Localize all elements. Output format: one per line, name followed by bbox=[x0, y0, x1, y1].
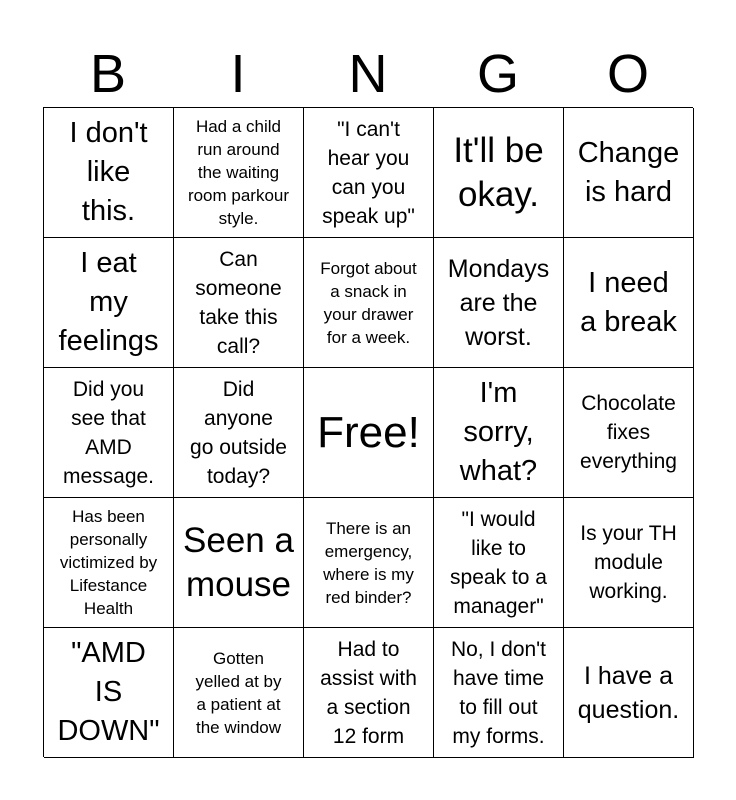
header-letter-o: O bbox=[606, 44, 649, 104]
header-letter-n: N bbox=[348, 44, 388, 104]
bingo-cell-r4-c4[interactable] bbox=[434, 498, 564, 628]
bingo-cell-text: Did you see that AMD message. bbox=[62, 377, 155, 488]
bingo-cell-r3-c2[interactable] bbox=[174, 368, 304, 498]
bingo-cell-text: There is an emergency, where is my red binder? bbox=[323, 518, 414, 607]
bingo-cell-r1-c2[interactable] bbox=[174, 108, 304, 238]
bingo-cell-r3-c1[interactable] bbox=[44, 368, 174, 498]
bingo-cell-r5-c4[interactable] bbox=[434, 628, 564, 758]
bingo-cell-text: Had a child run around the waiting room parkour style. bbox=[187, 117, 290, 228]
bingo-cell-r4-c3[interactable] bbox=[304, 498, 434, 628]
bingo-cell-r4-c1[interactable] bbox=[44, 498, 174, 628]
bingo-cell-r2-c4[interactable] bbox=[434, 238, 564, 368]
bingo-cell-text: I don't like this. bbox=[69, 117, 148, 227]
bingo-cell-r1-c4[interactable] bbox=[434, 108, 564, 238]
bingo-cell-text: Has been personally victimized by Lifestance Health bbox=[59, 507, 158, 618]
bingo-cell-text: No, I don't have time to fill out my forms. bbox=[450, 637, 547, 748]
bingo-cell-r2-c5[interactable] bbox=[564, 238, 694, 368]
bingo-cell-text: "I would like to speak to a manager" bbox=[450, 507, 547, 618]
bingo-cell-text: Did anyone go outside today? bbox=[190, 377, 287, 488]
header-letter-g: G bbox=[476, 44, 519, 104]
bingo-cell-text: "AMD IS DOWN" bbox=[57, 637, 160, 747]
bingo-cell-r1-c3[interactable] bbox=[304, 108, 434, 238]
bingo-cell-text: "I can't hear you can you speak up" bbox=[322, 117, 415, 228]
bingo-cell-r5-c3[interactable] bbox=[304, 628, 434, 758]
bingo-cell-r2-c1[interactable] bbox=[44, 238, 174, 368]
bingo-cell-free[interactable] bbox=[304, 368, 434, 498]
bingo-cell-r1-c5[interactable] bbox=[564, 108, 694, 238]
bingo-cell-r5-c5[interactable] bbox=[564, 628, 694, 758]
bingo-cell-text: I need a break bbox=[580, 266, 677, 338]
bingo-cell-r3-c5[interactable] bbox=[564, 368, 694, 498]
bingo-board bbox=[43, 107, 693, 757]
bingo-cell-r4-c2[interactable] bbox=[174, 498, 304, 628]
bingo-cell-r4-c5[interactable] bbox=[564, 498, 694, 628]
bingo-cell-text: Had to assist with a section 12 form bbox=[320, 637, 417, 748]
bingo-cell-text: Forgot about a snack in your drawer for a week. bbox=[320, 258, 417, 347]
header-letter-i: I bbox=[230, 44, 246, 104]
bingo-cell-r2-c3[interactable] bbox=[304, 238, 434, 368]
bingo-cell-r3-c4[interactable] bbox=[434, 368, 564, 498]
bingo-cell-r5-c1[interactable] bbox=[44, 628, 174, 758]
bingo-cell-text: I'm sorry, what? bbox=[459, 377, 538, 487]
bingo-cell-text: Can someone take this call? bbox=[195, 247, 282, 358]
bingo-header bbox=[43, 40, 693, 108]
bingo-cell-r5-c2[interactable] bbox=[174, 628, 304, 758]
bingo-cell-text: Chocolate fixes everything bbox=[580, 392, 677, 473]
free-space-text: Free! bbox=[317, 407, 420, 457]
bingo-cell-r2-c2[interactable] bbox=[174, 238, 304, 368]
bingo-cell-text: Mondays are the worst. bbox=[447, 254, 550, 351]
bingo-cell-text: Change is hard bbox=[577, 136, 680, 208]
bingo-cell-text: Is your TH module working. bbox=[580, 522, 677, 603]
bingo-cell-text: Gotten yelled at by a patient at the window bbox=[195, 648, 282, 737]
bingo-cell-text: Seen a mouse bbox=[183, 520, 294, 604]
bingo-cell-text: It'll be okay. bbox=[453, 130, 544, 214]
bingo-cell-text: I have a question. bbox=[577, 661, 680, 724]
bingo-cell-text: I eat my feelings bbox=[58, 247, 159, 357]
header-letter-b: B bbox=[89, 44, 127, 104]
bingo-cell-r1-c1[interactable] bbox=[44, 108, 174, 238]
